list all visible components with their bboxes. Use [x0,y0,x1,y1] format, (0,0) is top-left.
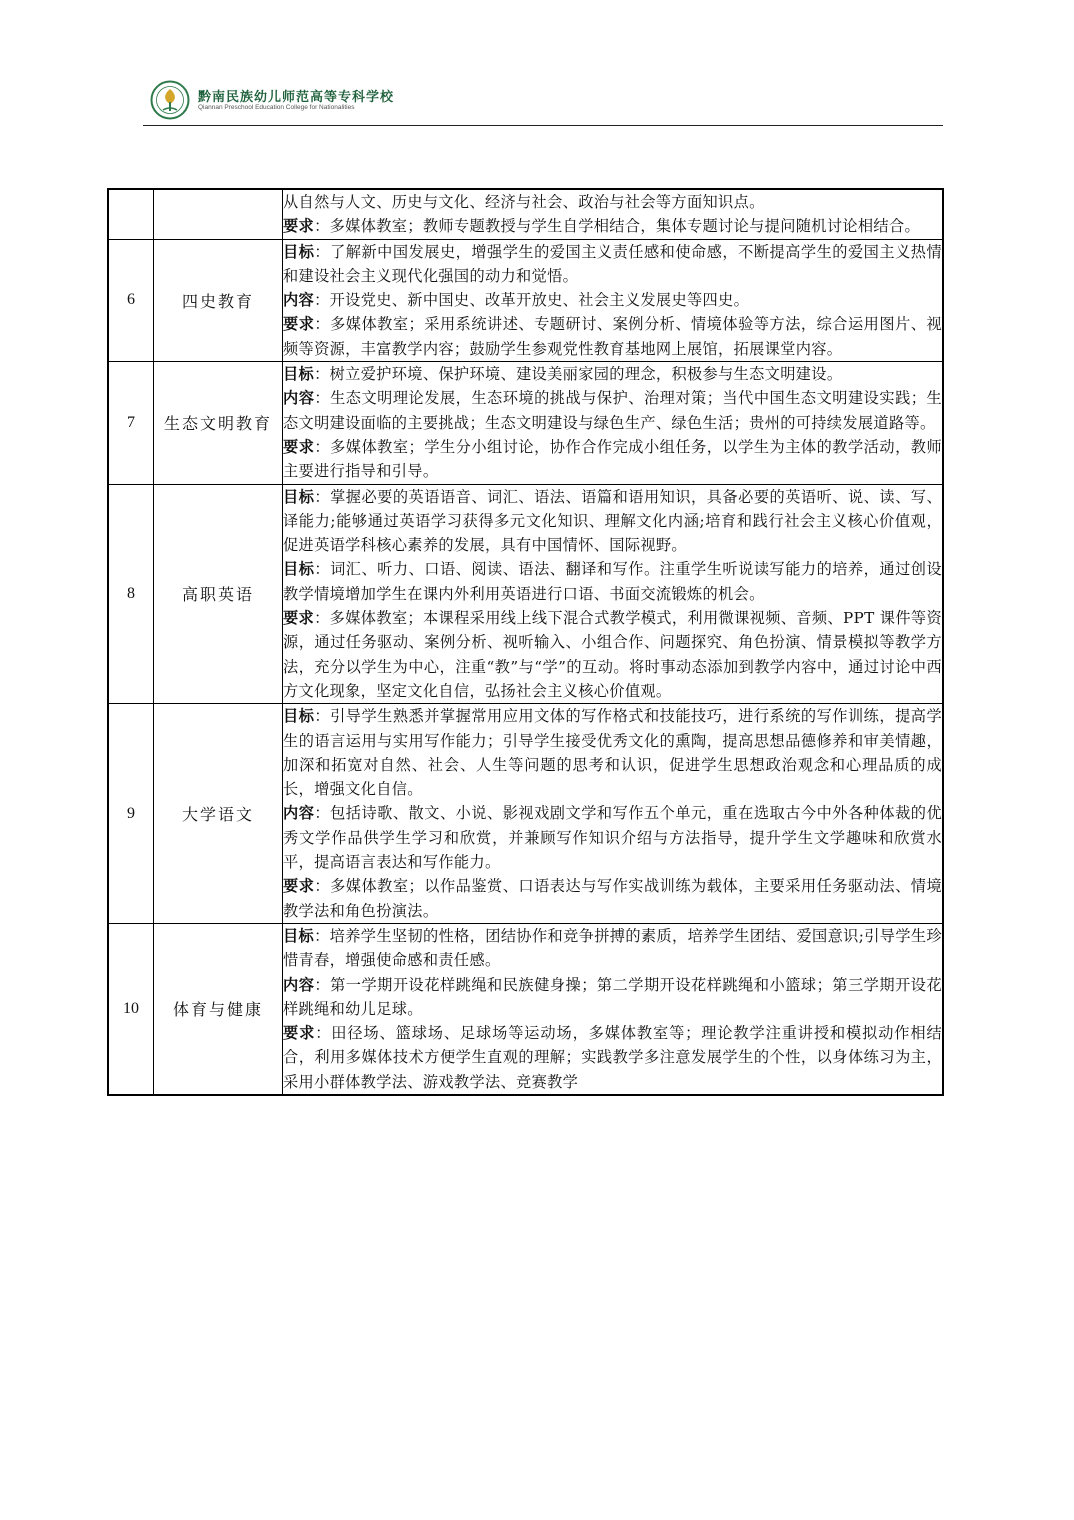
paragraph-text: ：多媒体教室；采用系统讲述、专题研讨、案例分析、情境体验等方法，综合运用图片、视频等资源，丰富教学内容；鼓励学生参观党性教育基地网上展馆，拓展课堂内容。 [283,315,942,358]
table-row [108,484,943,704]
paragraph-text: ：培养学生坚韧的性格，团结协作和竞争拼搏的素质，培养学生团结、爱国意识;引导学生珍惜青春，增强使命感和责任感。 [283,926,942,970]
paragraph-text: ：词汇、听力、口语、阅读、语法、翻译和写作。注重学生听说读写能力的培养，通过创设教学情境增加学生在课内外利用英语进行口语、书面交流锻炼的机会。 [283,560,942,603]
description-paragraph [283,924,942,973]
course-description [283,484,944,704]
paragraph-label: 要求 [283,315,315,334]
paragraph-label: 要求 [283,877,315,896]
description-paragraph [283,557,942,606]
table-row [108,704,943,924]
paragraph-text: ：掌握必要的英语语音、词汇、语法、语篇和语用知识，具备必要的英语听、说、读、写、译能力;能够通过英语学习获得多元文化知识、理解文化内涵;培育和践行社会主义核心价值观，促进英语学科核心素养的发展，具有中国情怀、国际视野。 [283,487,942,555]
paragraph-label: 要求 [283,1024,316,1043]
paragraph-text: ：多媒体教室；教师专题教授与学生自学相结合，集体专题讨论与提问随机讨论相结合。 [314,217,921,236]
paragraph-label: 要求 [283,609,315,628]
paragraph-label: 目标 [283,926,315,945]
paragraph-label: 内容 [283,389,315,408]
paragraph-text: ：开设党史、新中国史、改革开放史、社会主义发展史等四史。 [314,291,750,310]
description-paragraph [283,485,942,558]
paragraph-label: 内容 [283,291,315,310]
paragraph-label: 要求 [283,217,315,236]
paragraph-text: 从自然与人文、历史与文化、经济与社会、政治与社会等方面知识点。 [283,193,765,211]
paragraph-label: 目标 [283,365,315,384]
description-paragraph [283,190,942,214]
table-row [108,189,943,239]
course-number: 10 [108,923,154,1095]
course-description [283,923,944,1095]
paragraph-text: ：多媒体教室；学生分小组讨论，协作合作完成小组任务，以学生为主体的教学活动，教师主要进行指导和引导。 [283,437,942,481]
paragraph-text: ：了解新中国发展史，增强学生的爱国主义责任感和使命感，不断提高学生的爱国主义热情和建设社会主义现代化强国的动力和觉悟。 [283,242,942,285]
paragraph-text: ：第一学期开设花样跳绳和民族健身操；第二学期开设花样跳绳和小篮球；第三学期开设花样跳绳和幼儿足球。 [283,975,942,1018]
course-name: 体育与健康 [154,923,283,1095]
description-paragraph [283,435,942,484]
course-number: 9 [108,704,154,924]
course-name: 生态文明教育 [154,362,283,484]
school-name-cn: 黔南民族幼儿师范高等专科学校 [198,90,395,105]
description-paragraph [283,973,942,1022]
paragraph-label: 目标 [283,487,315,506]
course-description [283,704,944,924]
description-paragraph [283,214,942,238]
description-paragraph [283,240,942,289]
description-paragraph [283,874,942,923]
paragraph-text: ：生态文明理论发展，生态环境的挑战与保护、治理对策；当代中国生态文明建设实践；生态文明建设面临的主要挑战；生态文明建设与绿色生产、绿色生活；贵州的可持续发展道路等。 [283,389,942,432]
course-number: 8 [108,484,154,704]
course-description [283,362,944,484]
curriculum-table [107,188,944,1096]
course-name: 四史教育 [154,239,283,361]
paragraph-label: 要求 [283,437,315,456]
description-paragraph [283,801,942,874]
table-row [108,362,943,484]
description-paragraph [283,606,942,703]
description-paragraph [283,704,942,801]
course-description [283,239,944,361]
description-paragraph [283,1021,942,1094]
school-name-en: Qiannan Preschool Education College for Nationalities [198,104,355,111]
course-description [283,189,944,239]
course-name: 大学语文 [154,704,283,924]
header-divider [143,125,943,126]
page-header [146,72,946,128]
paragraph-text: ：多媒体教室；本课程采用线上线下混合式教学模式，利用微课视频、音频、PPT 课件等资源，通过任务驱动、案例分析、视听输入、小组合作、问题探究、角色扮演、情景模拟等教学方法，充分以学生为中心，注重“教”与“学”的互动。将时事动态添加到教学内容中，通过讨论中西方文化现象，坚定文化自信，弘扬社会主义核心价值观。 [283,609,942,700]
course-number: 7 [108,362,154,484]
description-paragraph [283,288,942,312]
description-paragraph [283,386,942,435]
paragraph-text: ：引导学生熟悉并掌握常用应用文体的写作格式和技能技巧，进行系统的写作训练，提高学生的语言运用与实用写作能力；引导学生接受优秀文化的熏陶，提高思想品德修养和审美情趣，加深和拓宽对自然、社会、人生等问题的思考和认识，促进学生思想政治观念和心理品质的成长，增强文化自信。 [283,707,942,799]
description-paragraph [283,312,942,361]
course-name: 高职英语 [154,484,283,704]
paragraph-label: 目标 [283,707,315,726]
course-number: 6 [108,239,154,361]
course-name [154,189,283,239]
table-row [108,239,943,361]
paragraph-label: 目标 [283,560,315,579]
paragraph-text: ：田径场、篮球场、足球场等运动场，多媒体教室等；理论教学注重讲授和模拟动作相结合，利用多媒体技术方便学生直观的理解；实践教学多注意发展学生的个性，以身体练习为主，采用小群体教学法、游戏教学法、竞赛教学 [283,1024,943,1091]
table-row [108,923,943,1095]
paragraph-text: ：树立爱护环境、保护环境、建设美丽家园的理念，积极参与生态文明建设。 [314,365,843,384]
paragraph-text: ：包括诗歌、散文、小说、影视戏剧文学和写作五个单元，重在选取古今中外各种体裁的优秀文学作品供学生学习和欣赏，并兼顾写作知识介绍与方法指导，提升学生文学趣味和欣赏水平，提高语言表达和写作能力。 [283,804,942,872]
paragraph-label: 内容 [283,804,315,823]
paragraph-label: 内容 [283,975,315,994]
paragraph-text: ：多媒体教室；以作品鉴赏、口语表达与写作实战训练为载体，主要采用任务驱动法、情境教学法和角色扮演法。 [283,877,942,920]
school-emblem-icon [150,80,190,120]
course-number [108,189,154,239]
paragraph-label: 目标 [283,242,315,261]
description-paragraph [283,362,942,386]
